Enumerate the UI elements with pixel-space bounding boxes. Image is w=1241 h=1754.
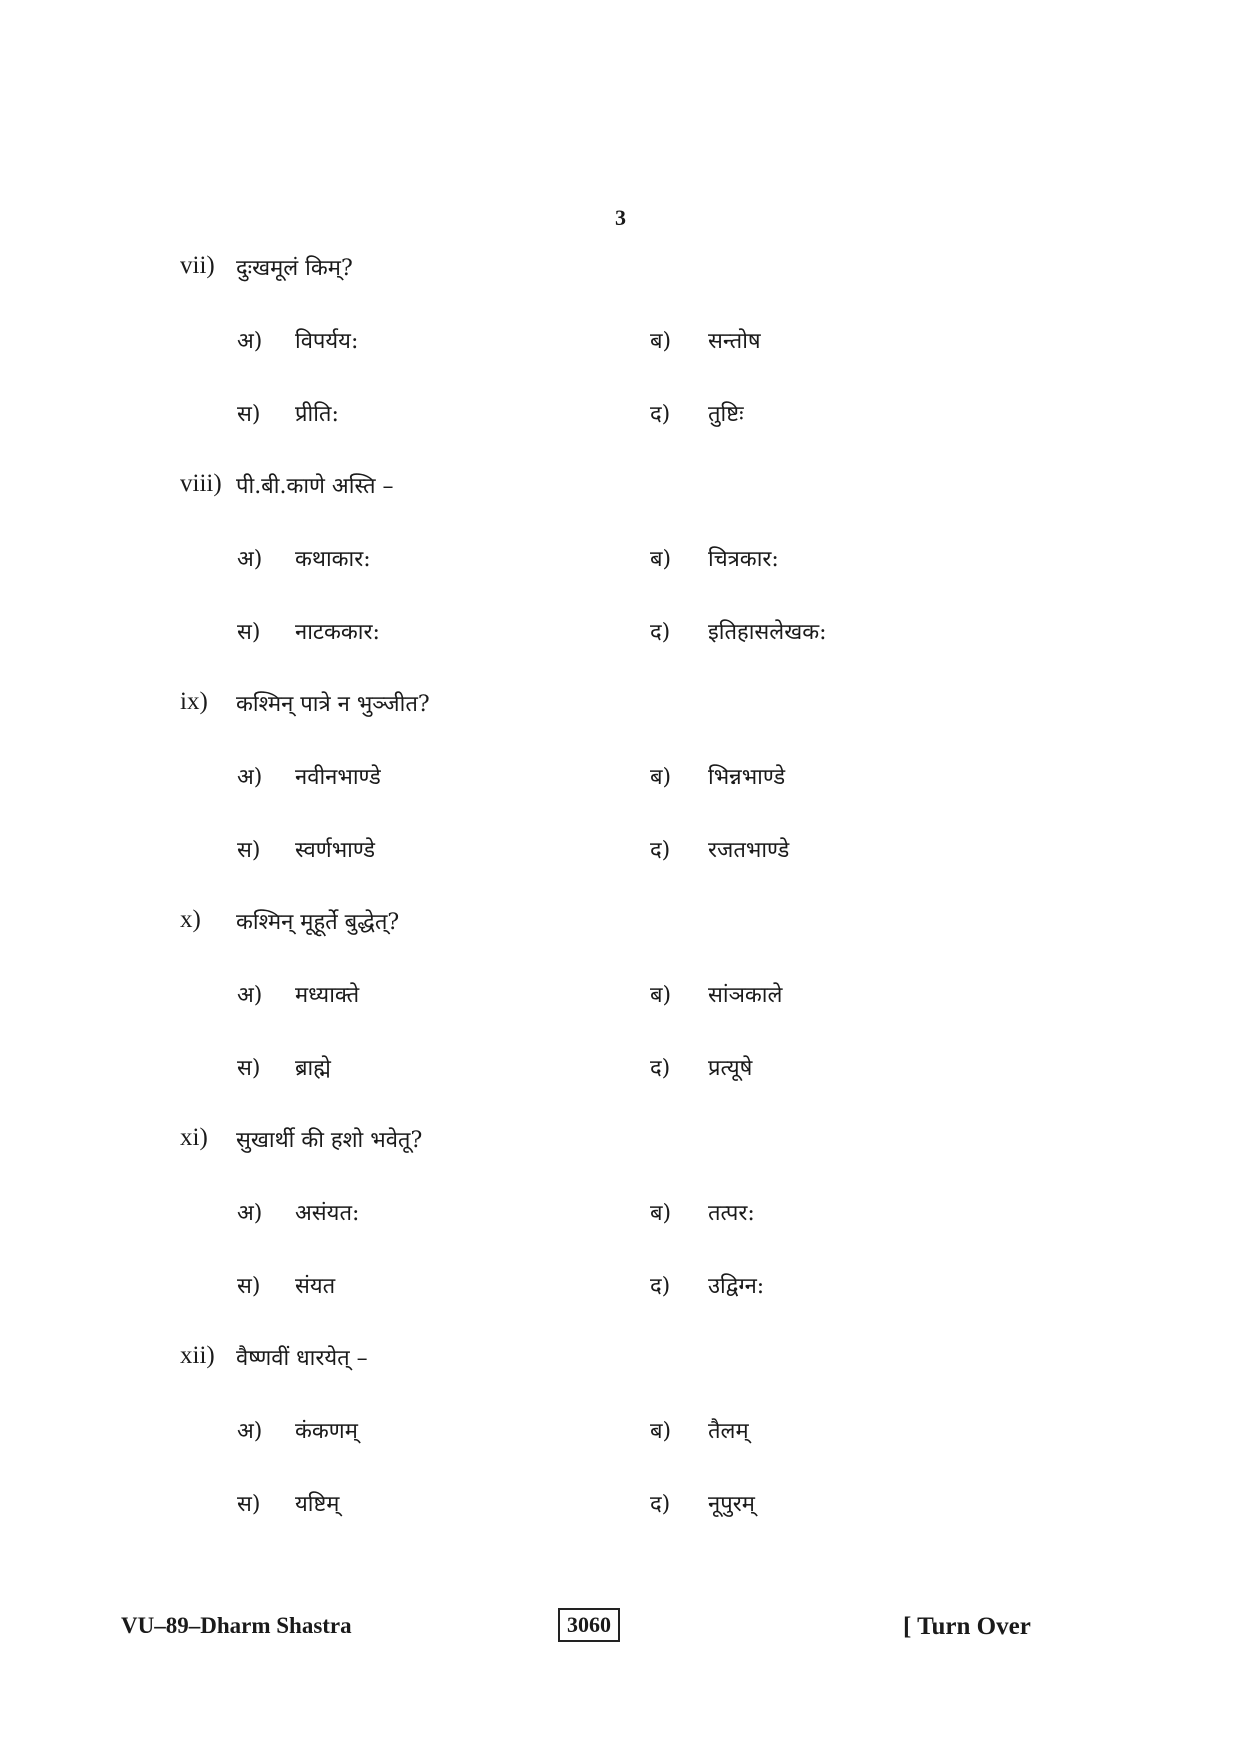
paper-code-box: 3060	[558, 1608, 620, 1642]
question-number: viii)	[180, 470, 222, 497]
question-x: x) कश्मिन् मूहूर्ते बुद्धेत्? अ) मध्याक्ते ब) सांञकाले स) ब्राह्मे द) प्रत्यूषे	[180, 906, 783, 1081]
paper-title: VU–89–Dharm Shastra	[121, 1613, 352, 1638]
question-number: xii)	[180, 1342, 215, 1369]
question-xii: xii) वैष्णवीं धारयेत् – अ) कंकणम् ब) तैलम् स) यष्टिम् द) नूपुरम्	[180, 1342, 755, 1517]
question-text: कश्मिन् मूहूर्ते बुद्धेत्?	[236, 910, 400, 935]
question-number: x)	[180, 906, 201, 933]
page-number: 3	[615, 205, 626, 230]
question-ix: ix) कश्मिन् पात्रे न भुञ्जीत? अ) नवीनभाण्डे ब) भिन्नभाण्डे स) स्वर्णभाण्डे द) रजतभाण्डे	[180, 688, 790, 863]
question-text: सुखार्थी की हशो भवेतू?	[236, 1128, 423, 1153]
question-number: ix)	[180, 688, 208, 715]
question-number: xi)	[180, 1124, 208, 1151]
question-xi: xi) सुखार्थी की हशो भवेतू? अ) असंयत: ब) तत्पर: स) संयत द) उद्विग्न:	[180, 1124, 765, 1299]
question-number: vii)	[180, 252, 215, 279]
question-text: वैष्णवीं धारयेत् –	[236, 1346, 368, 1371]
question-text: कश्मिन् पात्रे न भुञ्जीत?	[236, 692, 430, 717]
question-viii: viii) पी.बी.काणे अस्ति – अ) कथाकार: ब) चित्रकार: स) नाटककार: द) इतिहासलेखक:	[180, 470, 827, 645]
question-vii: vii) दुःखमूलं किम्? अ) विपर्यय: ब) सन्तोष स) प्रीति: द) तुष्टिः	[180, 252, 761, 427]
question-text: पी.बी.काणे अस्ति –	[236, 474, 394, 499]
question-text: दुःखमूलं किम्?	[236, 256, 353, 281]
turn-over-label: [ Turn Over	[903, 1613, 1031, 1640]
